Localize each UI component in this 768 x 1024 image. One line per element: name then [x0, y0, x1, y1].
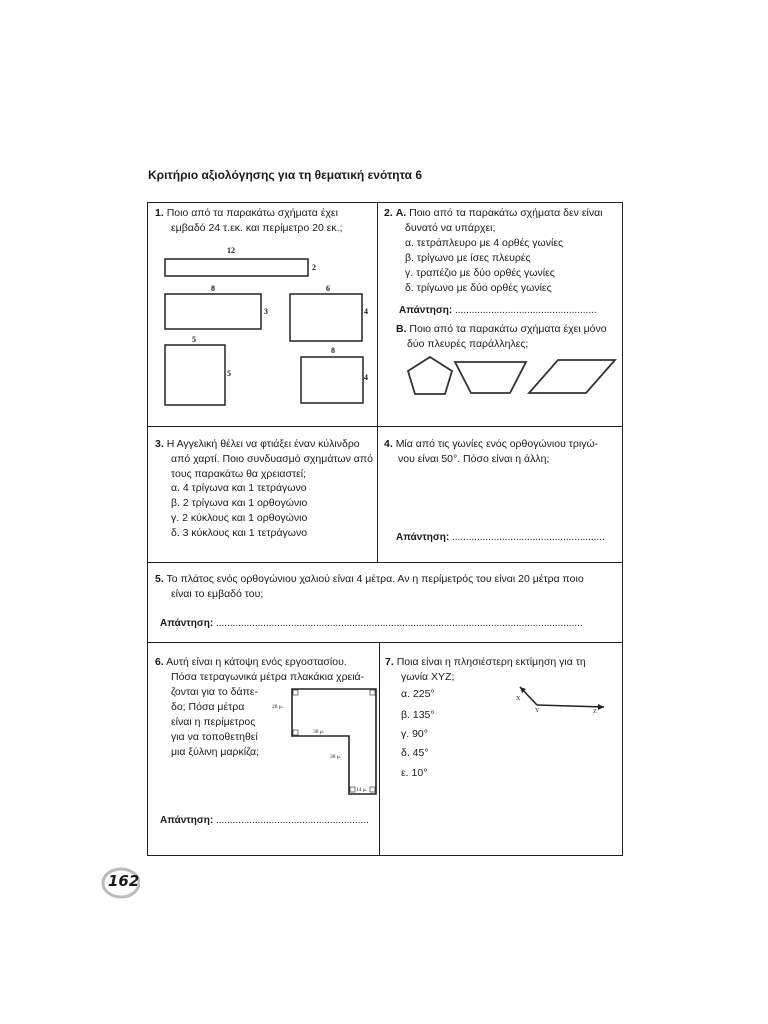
option-d: δ. 45° [401, 747, 429, 759]
q6-answer-line: Απάντηση: ....................................................... [160, 815, 369, 826]
question-7: 7. Ποια είναι η πλησιέστερη εκτίμηση για τη γωνία ΧΥΖ; [385, 656, 586, 683]
option-a: α. τετράπλευρο με 4 ορθές γωνίες [405, 237, 564, 249]
option-c: γ. τραπέζιο με δύο ορθές γωνίες [405, 267, 555, 279]
rect-8x4 [301, 357, 363, 403]
dim-label: 14 μ. [356, 787, 368, 793]
dim-label: 38 μ. [313, 729, 325, 735]
page-title: Κριτήριο αξιολόγησης για τη θεματική ενότητα 6 [148, 168, 423, 182]
question-2b: B. Ποιο από τα παρακάτω σχήματα έχει μόνο δύο πλευρές παράλληλες; [396, 323, 607, 350]
option-e: ε. 10° [401, 767, 428, 779]
question-2a: 2. A. Ποιο από τα παρακάτω σχήματα δεν είναι δυνατό να υπάρχει; [384, 207, 603, 234]
dim-label: 8 [211, 284, 215, 293]
page-number: 162 [108, 872, 140, 890]
question-1: 1. Ποιο από τα παρακάτω σχήματα έχει εμβαδό 24 τ.εκ. και περίμετρο 20 εκ.; [155, 207, 343, 234]
dim-label: 5 [192, 335, 196, 344]
factory-floor-plan [288, 686, 378, 798]
q4-answer-line: Απάντηση: ....................................................... [396, 532, 605, 543]
question-5: 5. Το πλάτος ενός ορθογώνιου χαλιού είναι 4 μέτρα. Αν η περίμετρός του είναι 20 μέτρα ποιο είναι το εμβαδό του; [155, 573, 584, 600]
dim-label: 28 μ. [272, 704, 284, 710]
q5-answer-line: Απάντηση: .................................................................................................................................... [160, 618, 583, 629]
dim-label: 4 [364, 307, 368, 316]
parallelogram-shape [529, 360, 615, 393]
rect-5x5 [165, 345, 225, 405]
pentagon-shape [408, 357, 452, 394]
point-x-label: X [516, 696, 521, 702]
dim-label: 38 μ. [330, 754, 342, 760]
dim-label: 4 [364, 373, 368, 382]
q1-rectangles-figure [155, 240, 377, 420]
option-b: β. 2 τρίγωνα και 1 ορθογώνιο [171, 497, 308, 509]
rect-6x4 [290, 294, 362, 341]
q2-answer-line: Απάντηση: ................................................... [399, 305, 597, 316]
question-3: 3. Η Αγγελική θέλει να φτιάξει έναν κύλινδρο από χαρτί. Ποιο συνδυασμό σχημάτων από τους παρακάτω θα χρειαστεί; [155, 438, 373, 480]
option-c: γ. 2 κύκλους και 1 ορθογώνιο [171, 512, 308, 524]
dim-label: 12 [227, 246, 235, 255]
option-b: β. τρίγωνο με ίσες πλευρές [405, 252, 531, 264]
dim-label: 3 [264, 307, 268, 316]
rect-8x3 [165, 294, 261, 329]
option-a: α. 225° [401, 688, 435, 700]
option-b: β. 135° [401, 709, 435, 721]
q2b-shapes-figure [405, 353, 620, 398]
question-4: 4. Μία από τις γωνίες ενός ορθογώνιου τριγώ- νου είναι 50°. Πόσο είναι η άλλη; [384, 438, 599, 465]
dim-label: 6 [326, 284, 330, 293]
option-d: δ. τρίγωνο με δύο ορθές γωνίες [405, 282, 552, 294]
option-d: δ. 3 κύκλους και 1 τετράγωνο [171, 527, 308, 539]
question-6: 6. Αυτή είναι η κάτοψη ενός εργοστασίου. Πόσα τετραγωνικά μέτρα πλακάκια χρειά- ζονται για το δάπε- δο; Πόσα μέτρα είναι η περίμετρος για να τοποθετηθεί μια ξύλινη μαρκίζα; [155, 656, 365, 758]
point-y-label: Y [535, 708, 540, 714]
option-a: α. 4 τρίγωνα και 1 τετράγωνο [171, 482, 307, 494]
trapezoid-shape [455, 362, 526, 393]
option-c: γ. 90° [401, 728, 428, 740]
point-z-label: Z [593, 709, 597, 715]
rect-12x2 [165, 259, 308, 276]
dim-label: 8 [331, 346, 335, 355]
dim-label: 5 [227, 369, 231, 378]
dim-label: 2 [312, 263, 316, 272]
